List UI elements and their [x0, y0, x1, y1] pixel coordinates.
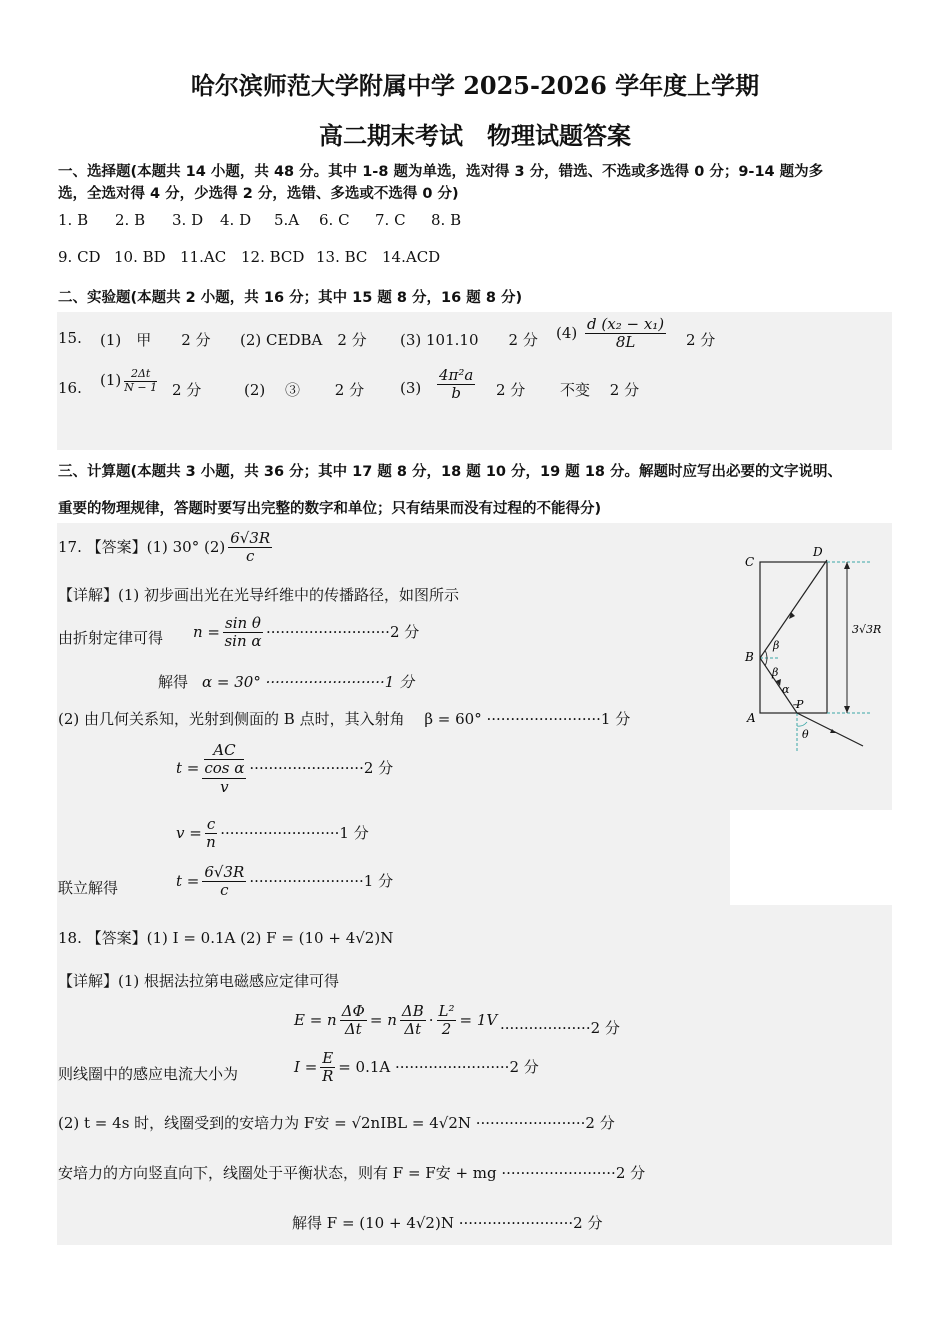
q17-law-label: 由折射定律可得 [58, 629, 164, 647]
q16-part4: 不变 2 分 [560, 381, 640, 399]
choice-answer: 13. BC [316, 248, 368, 266]
q18-current-den: R [322, 1067, 334, 1086]
label-a: A [747, 711, 756, 725]
q17-v-numerator: c [206, 815, 216, 833]
refracted-ray [760, 658, 797, 713]
q17-t-score: ························2 分 [249, 758, 394, 777]
q17-t-denominator: v [220, 777, 229, 796]
section3-header-line2: 重要的物理规律，答题时要写出完整的数字和单位；只有结果而没有过程的不能得分) [58, 501, 602, 517]
q15-part1: (1) 甲 2 分 [100, 331, 211, 349]
q17-final-eq: t = [176, 871, 200, 890]
section1-header-line1: 一、选择题(本题共 14 小题，共 48 分。其中 1-8 题为单选，选对得 3 分，错选、不选或多选得 0 分；9-14 题为多 [58, 164, 824, 180]
q17-alpha-label: 解得 [158, 673, 189, 691]
reflected-arrow [789, 612, 795, 619]
q18-emf-formula [294, 1003, 497, 1039]
q16-part1 [100, 368, 160, 394]
q16-part3-fraction [434, 367, 478, 403]
q18-detail: 【详解】(1) 根据法拉第电磁感应定律可得 [58, 972, 340, 990]
q17-answer [58, 530, 275, 566]
q17-final-score: ························1 分 [249, 871, 394, 890]
dimension-arrow-bottom [844, 706, 850, 713]
choice-answers-row2 [58, 248, 452, 266]
q18-current-label: 则线圈中的感应电流大小为 [58, 1065, 239, 1083]
q15-part2: (2) CEDBA 2 分 [240, 331, 367, 349]
section3-header-line1: 三、计算题(本题共 3 小题，共 36 分；其中 17 题 8 分，18 题 10 分，19 题 18 分。解题时应写出必要的文字说明、 [58, 464, 843, 480]
q18-balance: 安培力的方向竖直向下，线圈处于平衡状态，则有 F = F安 + mg ························2 分 [58, 1164, 646, 1182]
choice-answer: 7. C [375, 211, 406, 229]
section2-header: 二、实验题(本题共 2 小题，共 16 分；其中 15 题 8 分，16 题 8 分) [58, 290, 523, 306]
choice-answer: 5.A [274, 211, 300, 229]
q18-emf-eq: E = n [294, 1010, 337, 1029]
choice-answer: 6. C [319, 211, 350, 229]
q18-current-end: = 0.1A ························2 分 [338, 1057, 539, 1076]
q17-part2: (2) 由几何关系知，光射到侧面的 B 点时，其入射角 β = 60° ························1 分 [58, 710, 631, 728]
q17-alpha-result: α = 30° ·························1 分 [202, 673, 415, 691]
q15-part4-numerator: d (x₂ − x₁) [587, 315, 665, 333]
label-d: D [813, 545, 823, 559]
q17-final-denominator: c [220, 881, 229, 900]
q17-n-eq: n = [193, 622, 220, 641]
choice-answer: 14.ACD [382, 248, 441, 266]
q16-part1-numerator: 2Δt [124, 368, 157, 382]
angle-arc-theta [797, 722, 807, 726]
q17-time-formula [176, 742, 393, 796]
q17-t-ac: AC [204, 742, 244, 760]
choice-answer: 4. D [220, 211, 252, 229]
q16-part1-label: (1) [100, 371, 122, 390]
choice-answer: 8. B [431, 211, 462, 229]
choice-answer: 12. BCD [241, 248, 305, 266]
fiber-rect [760, 562, 827, 713]
q17-answer-denominator: c [246, 547, 255, 566]
q18-answer: 18. 【答案】(1) I = 0.1A (2) F = (10 + 4√2)N [58, 929, 394, 947]
choice-answer: 3. D [172, 211, 204, 229]
q17-v-score: ·························1 分 [220, 823, 369, 842]
q17-v-eq: v = [176, 823, 202, 842]
q18-part2: (2) t = 4s 时，线圈受到的安培力为 F安 = √2nIBL = 4√2N ·······················2 分 [58, 1114, 615, 1132]
q15-part4-score: 2 分 [686, 331, 716, 349]
q18-current-num: E [322, 1049, 334, 1067]
q17-t-numerator [202, 742, 246, 779]
q17-n-score: ··························2 分 [265, 622, 420, 641]
q18-current-formula [294, 1050, 539, 1086]
q15-part3: (3) 101.10 2 分 [400, 331, 538, 349]
label-theta: θ [802, 728, 809, 741]
q17-answer-label: 17. 【答案】(1) 30° (2) [58, 537, 226, 556]
choice-answer: 9. CD [58, 248, 101, 266]
q17-final-numerator: 6√3R [204, 863, 245, 881]
q18-emf-f1-num: ΔΦ [341, 1002, 365, 1020]
label-beta-lower: β [772, 666, 779, 679]
q16-part3-label: (3) [400, 379, 422, 397]
label-c: C [745, 555, 755, 569]
q17-speed-formula [176, 816, 369, 852]
q18-emf-f2-den: Δt [404, 1020, 422, 1039]
q15-part4-denominator: 8L [615, 333, 636, 352]
q18-emf-end: = 1V [459, 1010, 498, 1029]
label-p: P [796, 698, 804, 711]
q18-emf-dot: · [428, 1010, 434, 1029]
q17-final-label: 联立解得 [58, 879, 119, 897]
q17-t-cos: cos α [204, 759, 245, 778]
page-subtitle: 高二期末考试 物理试题答案 [319, 121, 631, 150]
label-b: B [745, 650, 754, 664]
q17-answer-numerator: 6√3R [230, 529, 271, 547]
q17-final-formula [176, 864, 393, 900]
q17-detail: 【详解】(1) 初步画出光在光导纤维中的传播路径，如图所示 [58, 586, 460, 604]
choice-answer: 10. BD [114, 248, 166, 266]
label-alpha: α [782, 683, 790, 696]
q15-part4 [556, 316, 669, 352]
page-title: 哈尔滨师范大学附属中学 2025-2026 学年度上学期 [190, 71, 760, 100]
dimension-arrow-top [844, 562, 850, 569]
choice-answer: 11.AC [180, 248, 227, 266]
q18-final: 解得 F = (10 + 4√2)N ························2 分 [292, 1214, 603, 1232]
q18-emf-f1-den: Δt [344, 1020, 362, 1039]
q16-part3-denominator: b [451, 384, 461, 403]
choice-answer: 2. B [115, 211, 146, 229]
q18-emf-f3-den: 2 [441, 1020, 452, 1039]
q15-number: 15. [58, 329, 82, 347]
choice-answers-row1 [58, 211, 481, 229]
q15-part4-label: (4) [556, 323, 578, 342]
q17-n-denominator: sin α [224, 632, 262, 651]
q16-number: 16. [58, 379, 82, 397]
optical-fiber-diagram [735, 540, 890, 755]
q17-refraction-formula [193, 615, 419, 651]
choice-answer: 1. B [58, 211, 89, 229]
q17-n-numerator: sin θ [225, 614, 261, 632]
q18-emf-mid: = n [369, 1010, 397, 1029]
q18-emf-f3-num: L² [438, 1002, 455, 1020]
q18-emf-score: ···················2 分 [500, 1019, 620, 1037]
q18-emf-f2-num: ΔB [401, 1002, 424, 1020]
q18-current-eq: I = [294, 1057, 318, 1076]
section1-header-line2: 选，全选对得 4 分，少选得 2 分，选错、多选或不选得 0 分) [58, 186, 459, 202]
label-beta-upper: β [773, 639, 780, 652]
q16-part2: (2) ③ 2 分 [244, 381, 365, 399]
reflected-ray [760, 560, 827, 658]
q16-part1-denominator: N − 1 [124, 380, 158, 394]
q16-part3-score: 2 分 [496, 381, 526, 399]
q17-v-denominator: n [206, 833, 216, 852]
q17-t-eq: t = [176, 758, 200, 777]
q16-part1-score: 2 分 [172, 381, 202, 399]
label-height: 3√3R [852, 623, 882, 636]
q16-part3-numerator: 4π²a [439, 366, 474, 384]
